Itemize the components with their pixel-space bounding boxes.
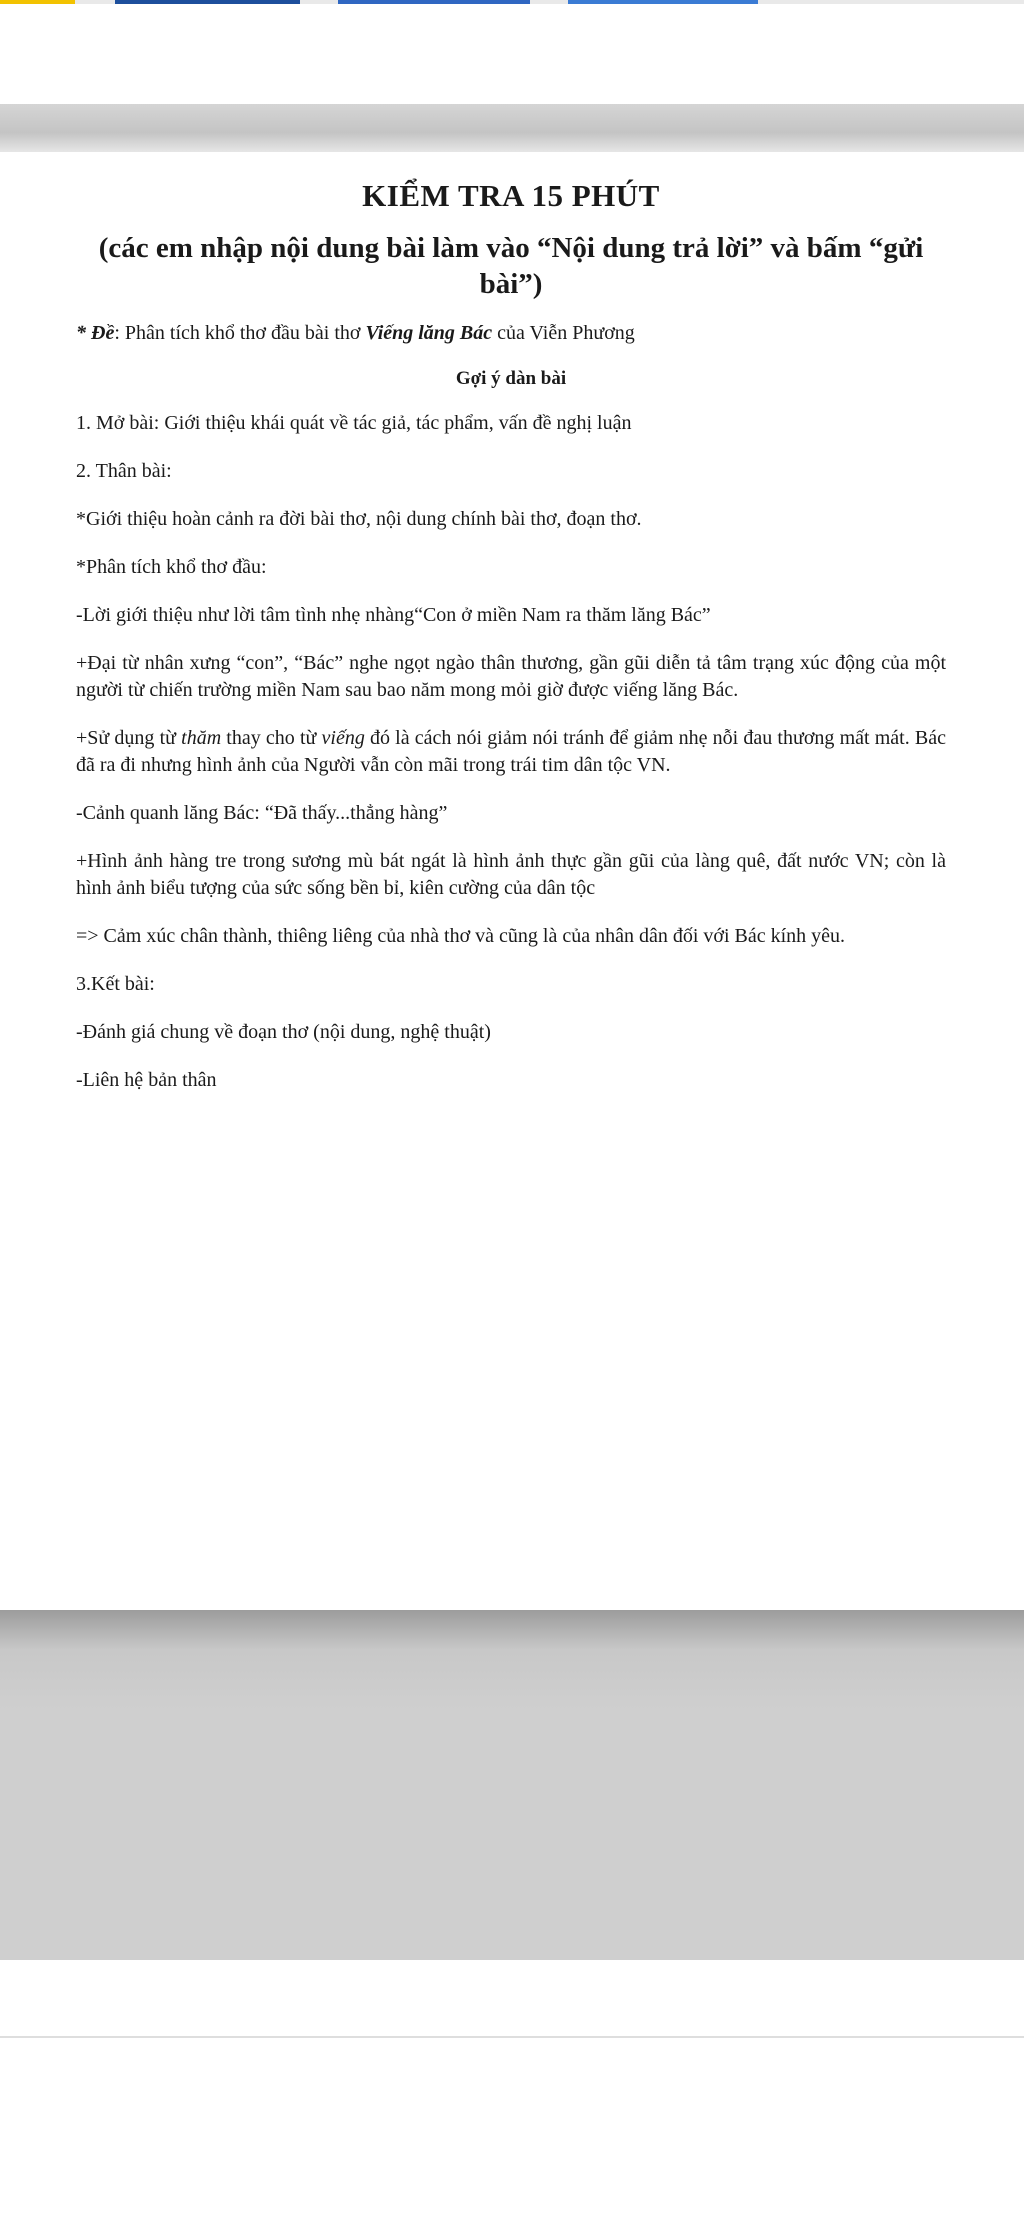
de-text-after: của Viễn Phương xyxy=(492,322,635,344)
conclusion-heading: 3.Kết bài: xyxy=(76,973,155,995)
document-title: KIỂM TRA 15 PHÚT xyxy=(362,178,660,213)
tab-indicator-3 xyxy=(338,0,530,4)
self-reflection-point: -Liên hệ bản thân xyxy=(76,1069,217,1091)
body-section-heading: 2. Thân bài: xyxy=(76,460,172,482)
document-subtitle: (các em nhập nội dung bài làm vào “Nội dung trả lời” và bấm “gửi bài”) xyxy=(98,232,924,300)
de-label: Đề xyxy=(91,322,115,344)
word-tham: thăm xyxy=(181,727,222,749)
word-choice-part3: đó là cách nói giảm nói tránh để giảm nhẹ nỗi đau thương mất mát. Bác đã ra đi nhưng hình ảnh của Người vẫn còn mãi trong trái tim dân tộc VN. xyxy=(76,727,946,776)
analysis-heading: *Phân tích khổ thơ đầu: xyxy=(76,556,267,578)
bottom-divider xyxy=(0,2036,1024,2038)
top-tab-strip xyxy=(0,0,1024,4)
bottom-area xyxy=(0,1960,1024,2217)
word-choice-part2: thay cho từ xyxy=(221,727,322,749)
pronoun-point: +Đại từ nhân xưng “con”, “Bác” nghe ngọt ngào thân thương, gần gũi diễn tả tâm trạng xúc động của một người từ chiến trường miền Nam sau bao năm mong mỏi giờ được viếng lăng Bác. xyxy=(76,652,946,701)
page-top-shadow xyxy=(0,104,1024,152)
word-choice-part1: +Sử dụng từ xyxy=(76,727,182,749)
word-vieng: viếng xyxy=(321,727,365,749)
bullet-star: * xyxy=(76,322,91,344)
evaluation-point: -Đánh giá chung về đoạn thơ (nội dung, nghệ thuật) xyxy=(76,1021,491,1043)
intro-line-point: -Lời giới thiệu như lời tâm tình nhẹ nhàng“Con ở miền Nam ra thăm lăng Bác” xyxy=(76,604,711,626)
page-bottom-shadow xyxy=(0,1610,1024,1960)
emotion-conclusion: => Cảm xúc chân thành, thiêng liêng của nhà thơ và cũng là của nhân dân đối với Bác kính yêu. xyxy=(76,925,846,947)
document-content xyxy=(76,178,946,1115)
scenery-point: -Cảnh quanh lăng Bác: “Đã thấy...thẳng hàng” xyxy=(76,802,448,824)
bamboo-image-point: +Hình ảnh hàng tre trong sương mù bát ngát là hình ảnh thực gần gũi của làng quê, đất nước VN; còn là hình ảnh biểu tượng của sức sống bền bỉ, kiên cường của dân tộc xyxy=(76,850,946,899)
tab-indicator-1 xyxy=(0,0,75,4)
tab-indicator-4 xyxy=(568,0,758,4)
de-text-before: : Phân tích khổ thơ đầu bài thơ xyxy=(114,322,366,344)
poem-title: Viếng lăng Bác xyxy=(365,322,493,344)
tab-indicator-2 xyxy=(115,0,300,4)
word-choice-point xyxy=(76,725,946,779)
context-point: *Giới thiệu hoàn cảnh ra đời bài thơ, nội dung chính bài thơ, đoạn thơ. xyxy=(76,508,642,530)
outline-heading: Gợi ý dàn bài xyxy=(455,368,567,389)
intro-section: 1. Mở bài: Giới thiệu khái quát về tác giả, tác phẩm, vấn đề nghị luận xyxy=(76,412,632,434)
assignment-prompt xyxy=(76,320,946,347)
